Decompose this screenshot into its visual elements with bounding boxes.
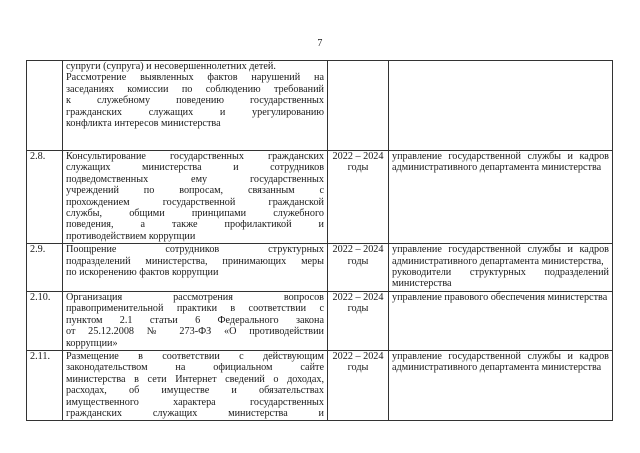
responsible-cell	[389, 244, 613, 292]
responsible-cell	[389, 350, 613, 420]
activity-cell	[63, 291, 328, 350]
activity-line: конфликта интересов министерства	[66, 118, 221, 130]
responsible-cell	[389, 61, 613, 151]
activity-line: гражданских служащих министерства и	[66, 407, 324, 419]
activity-cell	[63, 151, 328, 244]
item-number: 2.10.	[27, 291, 63, 350]
measures-table	[26, 60, 613, 421]
table-row	[27, 151, 613, 244]
activity-line: по искоренению фактов коррупции	[66, 267, 219, 279]
responsible-line: управление государственной службы и кадров	[392, 350, 609, 362]
activity-line: Размещение в соответствии с действующим	[66, 350, 324, 362]
activity-line: расходах, об имуществе и обязательствах	[66, 385, 324, 397]
item-number	[27, 61, 63, 151]
activity-line: супруги (супруга) и несовершеннолетних детей.	[66, 61, 276, 72]
activity-line: Рассмотрение выявленных фактов нарушений на	[66, 72, 324, 84]
item-number: 2.11.	[27, 350, 63, 420]
page-number: 7	[317, 38, 323, 49]
activity-line: подразделений министерства, принимающих меры	[66, 255, 324, 267]
activity-line: к служебному поведению государственных	[66, 95, 324, 107]
responsible-line: управление государственной службы и кадров	[392, 151, 609, 162]
activity-line: прохождением государственной гражданской	[66, 196, 324, 208]
responsible-line: административного департамента министерства	[392, 362, 602, 374]
item-number: 2.8.	[27, 151, 63, 244]
activity-cell	[63, 61, 328, 151]
activity-line: служащих министерства и сотрудников	[66, 162, 324, 174]
activity-line: противодействием коррупции	[66, 230, 196, 242]
activity-line: от 25.12.2008 № 273-ФЗ «О противодействии	[66, 326, 324, 338]
responsible-cell	[389, 291, 613, 350]
table-row	[27, 244, 613, 292]
activity-line: заседаниях комиссии по соблюдению требований	[66, 83, 324, 95]
table-row	[27, 350, 613, 420]
table-row	[27, 61, 613, 151]
table-row	[27, 291, 613, 350]
activity-line: правоприменительной практики в соответствии с	[66, 303, 324, 315]
term-cell: 2022 – 2024 годы	[328, 350, 389, 420]
activity-line: учреждений по вопросам, связанным с	[66, 185, 324, 197]
activity-line: Консультирование государственных гражданских	[66, 151, 324, 162]
term-cell: 2022 – 2024 годы	[328, 291, 389, 350]
activity-line: пунктом 2.1 статьи 6 Федерального закона	[66, 314, 324, 326]
responsible-line: министерства	[392, 278, 452, 290]
activity-cell	[63, 350, 328, 420]
activity-line: Организация рассмотрения вопросов	[66, 291, 324, 303]
responsible-line: руководители структурных подразделений	[392, 267, 609, 279]
responsible-cell	[389, 151, 613, 244]
term-cell: 2022 – 2024 годы	[328, 151, 389, 244]
activity-line: имущественного характера государственных	[66, 396, 324, 408]
term-cell: 2022 – 2024 годы	[328, 244, 389, 292]
activity-line: Поощрение сотрудников структурных	[66, 244, 324, 256]
responsible-line: управление правового обеспечения министерства	[392, 291, 608, 303]
activity-line: министерства в сети Интернет сведений о доходах,	[66, 373, 324, 385]
activity-line: поведения, а также профилактикой и	[66, 219, 324, 231]
activity-line: коррупции»	[66, 337, 118, 349]
responsible-line: административного департамента министерства,	[392, 255, 604, 267]
responsible-line: управление государственной службы и кадров	[392, 244, 609, 256]
activity-line: законодательством на официальном сайте	[66, 362, 324, 374]
term-cell	[328, 61, 389, 151]
activity-line: гражданских служащих и урегулированию	[66, 106, 324, 118]
activity-line: службы, общими принципами служебного	[66, 208, 324, 220]
activity-line: подведомственных ему государственных	[66, 173, 324, 185]
responsible-line: административного департамента министерства	[392, 162, 602, 174]
activity-cell	[63, 244, 328, 292]
item-number: 2.9.	[27, 244, 63, 292]
